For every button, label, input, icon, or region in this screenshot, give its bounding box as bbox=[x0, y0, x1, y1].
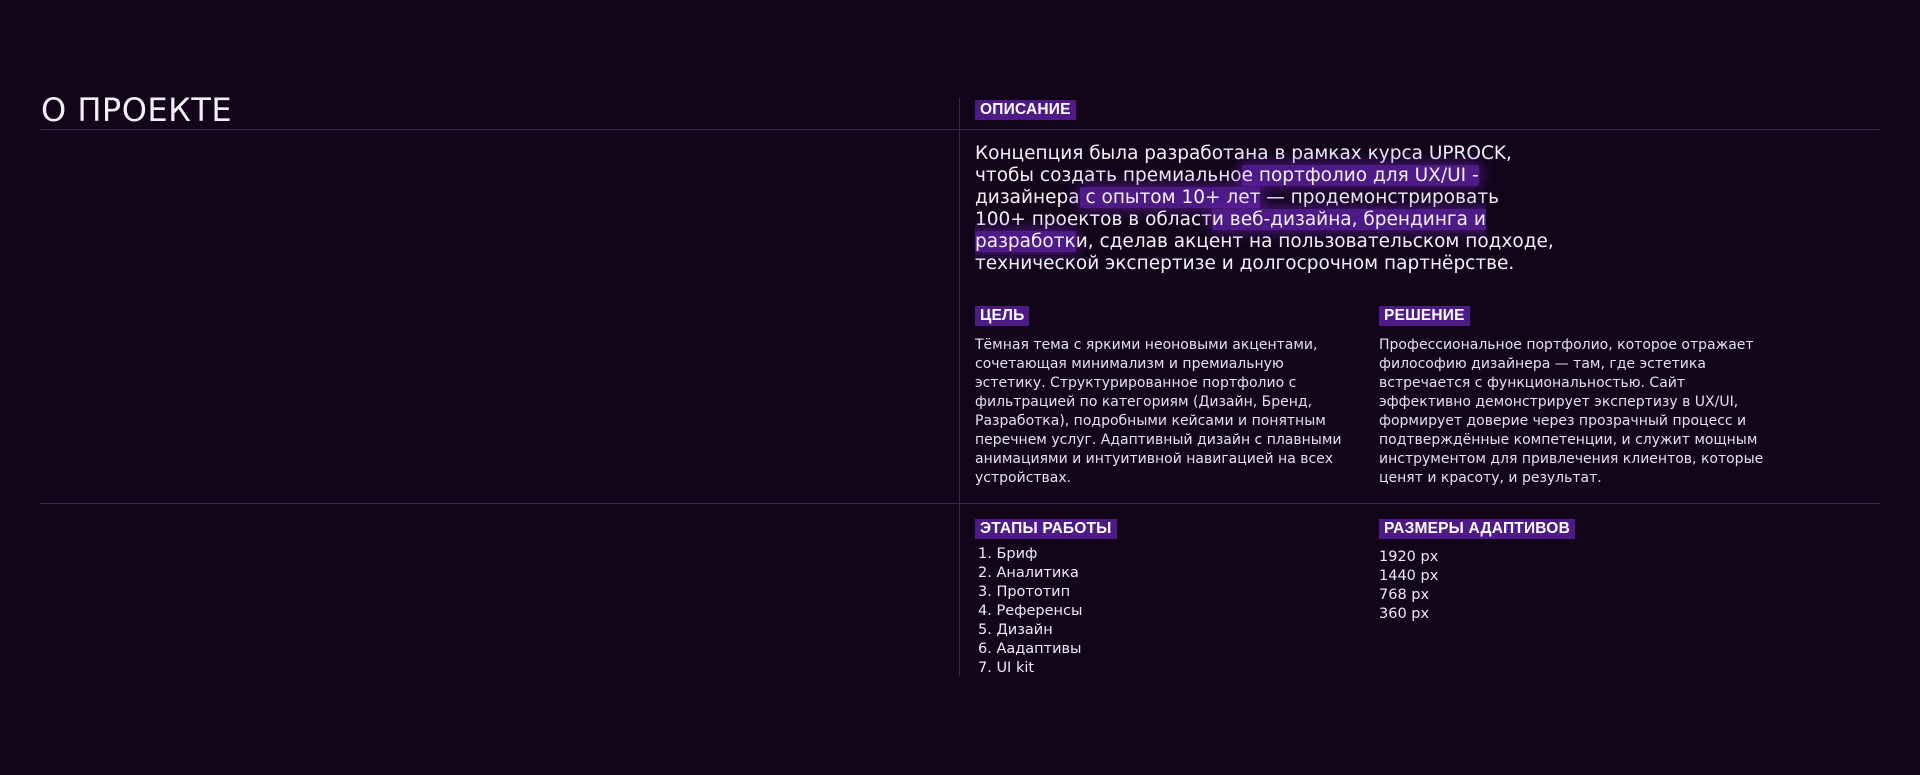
list-item: 3. Прототип bbox=[978, 584, 1071, 600]
vertical-divider bbox=[959, 98, 960, 676]
top-divider bbox=[40, 129, 1880, 130]
description-text bbox=[975, 143, 1555, 275]
solution-label: РЕШЕНИЕ bbox=[1379, 306, 1470, 326]
description-part: дизайнера bbox=[975, 187, 1080, 208]
description-part: и, сделав акцент на пользовательском подходе, технической экспертизе и долгосрочном партнёрстве. bbox=[975, 231, 1554, 274]
description-highlight: и веб-дизайна, брендинга и разработк bbox=[975, 209, 1486, 252]
stages-label: ЭТАПЫ РАБОТЫ bbox=[975, 519, 1117, 539]
middle-divider bbox=[40, 503, 1880, 504]
goal-text: Тёмная тема с яркими неоновыми акцентами, сочетающая минимализм и премиальную эстетику. Структурированное портфолио с фильтрацией по категориям (Дизайн, Бренд, Разработка), подробными кейсами и понятным перечнем услуг. Адаптивный дизайн с плавными анимациями и интуитивной навигацией на всех устройствах. bbox=[975, 337, 1342, 486]
sizes-label: РАЗМЕРЫ АДАПТИВОВ bbox=[1379, 519, 1575, 539]
page-title: О ПРОЕКТЕ bbox=[41, 91, 233, 129]
stages-list bbox=[978, 545, 1082, 678]
solution-text: Профессиональное портфолио, которое отражает философию дизайнера — там, где эстетика встречается с функциональностью. Сайт эффективно демонстрирует экспертизу в UX/UI, формирует доверие через прозрачный процесс и подтверждённые компетенции, и служит мощным инструментом для привлечения клиентов, которые ценят и красоту, и результат. bbox=[1379, 337, 1764, 486]
description-highlight: е портфолио для UX/UI - bbox=[1241, 165, 1479, 186]
list-item: 1440 px bbox=[1379, 568, 1439, 584]
list-item: 6. Аадаптивы bbox=[978, 641, 1082, 657]
list-item: 7. UI kit bbox=[978, 660, 1035, 676]
goal-label: ЦЕЛЬ bbox=[975, 306, 1029, 326]
description-part: Концепция была разработана в рамках курса UPROCK, чтобы создать премиально bbox=[975, 143, 1512, 186]
description-label: ОПИСАНИЕ bbox=[975, 100, 1076, 120]
list-item: 1. Бриф bbox=[978, 546, 1038, 562]
description-part: — продемонстрировать 100+ проектов в област bbox=[975, 187, 1500, 230]
list-item: 4. Референсы bbox=[978, 603, 1083, 619]
description-highlight: с опытом 10+ лет bbox=[1079, 187, 1261, 208]
list-item: 2. Аналитика bbox=[978, 565, 1079, 581]
list-item: 768 px bbox=[1379, 587, 1430, 603]
list-item: 360 px bbox=[1379, 606, 1430, 622]
list-item: 5. Дизайн bbox=[978, 622, 1053, 638]
list-item: 1920 px bbox=[1379, 549, 1439, 565]
sizes-list bbox=[1379, 548, 1438, 624]
